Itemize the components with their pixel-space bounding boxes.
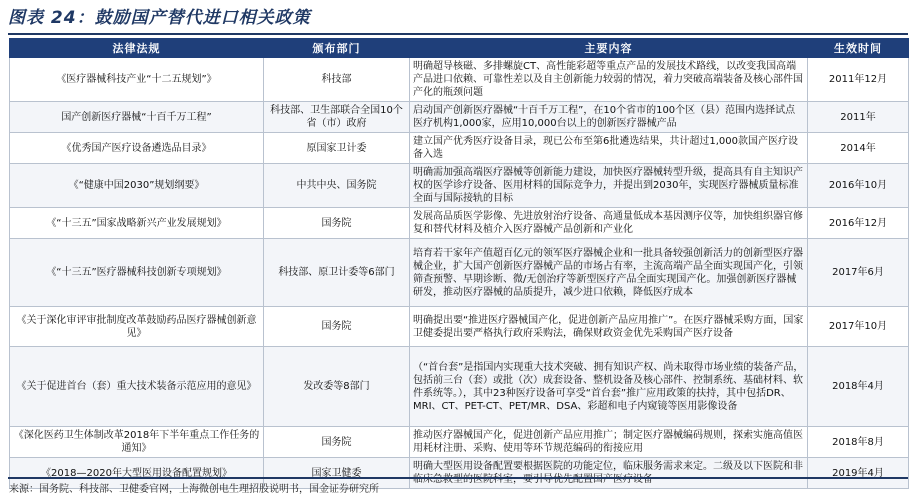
- table-row: [10, 307, 909, 347]
- law-cell: 国产创新医疗器械“十百千万工程”: [10, 102, 264, 133]
- law-cell: 《深化医药卫生体制改革2018年下半年重点工作任务的通知》: [10, 427, 264, 458]
- table-row: [10, 58, 909, 102]
- content-cell: 明确大型医用设备配置要根据医院的功能定位，临床服务需求来定。二级及以下医院和非临床急救型的医院科室，要引导优先配置国产医疗设备: [410, 458, 808, 489]
- header-date: 生效时间: [808, 39, 909, 58]
- dept-cell: 科技部、原卫计委等6部门: [264, 239, 410, 307]
- law-cell: 《“健康中国2030”规划纲要》: [10, 164, 264, 208]
- table-row: [10, 239, 909, 307]
- content-cell: 明确需加强高端医疗器械等创新能力建设，加快医疗器械转型升级，提高具有自主知识产权的医学诊疗设备、医用材料的国际竞争力，并提出到2030年，实现医疗器械质量标准全面与国际接轨的目标: [410, 164, 808, 208]
- date-cell: 2011年: [808, 102, 909, 133]
- table-row: [10, 164, 909, 208]
- law-cell: 《医疗器械科技产业“十二五规划”》: [10, 58, 264, 102]
- table-row: [10, 427, 909, 458]
- dept-cell: 发改委等8部门: [264, 347, 410, 427]
- dept-cell: 国务院: [264, 427, 410, 458]
- date-cell: 2014年: [808, 133, 909, 164]
- date-cell: 2016年10月: [808, 164, 909, 208]
- content-cell: 推动医疗器械国产化，促进创新产品应用推广；制定医疗器械编码规则，探索实施高值医用耗材注册、采购、使用等环节规范编码的衔接应用: [410, 427, 808, 458]
- dept-cell: 国家卫健委: [264, 458, 410, 489]
- dept-cell: 科技部: [264, 58, 410, 102]
- table-row: [10, 347, 909, 427]
- content-cell: 明确超导核磁、多排螺旋CT、高性能彩超等重点产品的发展技术路线，以改变我国高端产品进口依赖、可靠性差以及自主创新能力较弱的情况，着力突破高端装备及核心部件国产化的瓶颈问题: [410, 58, 808, 102]
- header-dept: 颁布部门: [264, 39, 410, 58]
- date-cell: 2019年4月: [808, 458, 909, 489]
- date-cell: 2011年12月: [808, 58, 909, 102]
- chart-title: 图表 24：鼓励国产替代进口相关政策: [8, 8, 311, 28]
- law-cell: 《关于深化审评审批制度改革鼓励药品医疗器械创新意见》: [10, 307, 264, 347]
- dept-cell: 国务院: [264, 307, 410, 347]
- dept-cell: 科技部、卫生部联合全国10个省（市）政府: [264, 102, 410, 133]
- date-cell: 2017年6月: [808, 239, 909, 307]
- date-cell: 2017年10月: [808, 307, 909, 347]
- table-row: [10, 133, 909, 164]
- content-cell: （“首台套”是指国内实现重大技术突破、拥有知识产权、尚未取得市场业绩的装备产品，包括前三台（套）或批（次）成套设备、整机设备及核心部件、控制系统、基础材料、软件系统等。），其中23种医疗设备可享受“首台套”推广应用政策的扶持，其中包括DR、MRI、CT、PET-CT、PET/MR、DSA、彩超和电子内窥镜等医用影像设备: [410, 347, 808, 427]
- table-row: [10, 208, 909, 239]
- dept-cell: 中共中央、国务院: [264, 164, 410, 208]
- content-cell: 培育若干家年产值超百亿元的领军医疗器械企业和一批具备较强创新活力的创新型医疗器械企业，扩大国产创新医疗器械产品的市场占有率，主流高端产品全面实现国产化，引领筛查预警、早期诊断、微/无创治疗等新型医疗产品全面实现国产化。加强创新医疗器械研发，推动医疗器械的品质提升，减少进口依赖，降低医疗成本: [410, 239, 808, 307]
- dept-cell: 国务院: [264, 208, 410, 239]
- footer-divider: [8, 477, 908, 479]
- header-content: 主要内容: [410, 39, 808, 58]
- content-cell: 明确提出要“推进医疗器械国产化，促进创新产品应用推广”。在医疗器械采购方面，国家卫健委提出要严格执行政府采购法，确保财政资金优先采购国产医疗设备: [410, 307, 808, 347]
- header-law: 法律法规: [10, 39, 264, 58]
- source-note: 来源：国务院、科技部、卫健委官网，上海微创电生理招股说明书，国金证券研究所: [9, 484, 379, 495]
- table-header-row: [10, 39, 909, 58]
- policy-table: [9, 38, 909, 489]
- dept-cell: 原国家卫计委: [264, 133, 410, 164]
- title-divider: [8, 33, 908, 35]
- law-cell: 《2018—2020年大型医用设备配置规划》: [10, 458, 264, 489]
- content-cell: 建立国产优秀医疗设备目录，现已公布至第6批遴选结果，共计超过1,000款国产医疗设备入选: [410, 133, 808, 164]
- law-cell: 《“十三五”国家战略新兴产业发展规划》: [10, 208, 264, 239]
- law-cell: 《优秀国产医疗设备遴选品目录》: [10, 133, 264, 164]
- law-cell: 《“十三五”医疗器械科技创新专项规划》: [10, 239, 264, 307]
- content-cell: 启动国产创新医疗器械“十百千万工程”，在10个省市的100个区（县）范围内选择试点医疗机构1,000家，应用10,000台以上的创新医疗器械产品: [410, 102, 808, 133]
- content-cell: 发展高品质医学影像、先进放射治疗设备、高通量低成本基因测序仪等，加快组织器官修复和替代材料及植介入医疗器械产品创新和产业化: [410, 208, 808, 239]
- law-cell: 《关于促进首台（套）重大技术装备示范应用的意见》: [10, 347, 264, 427]
- date-cell: 2018年4月: [808, 347, 909, 427]
- date-cell: 2016年12月: [808, 208, 909, 239]
- table-row: [10, 102, 909, 133]
- date-cell: 2018年8月: [808, 427, 909, 458]
